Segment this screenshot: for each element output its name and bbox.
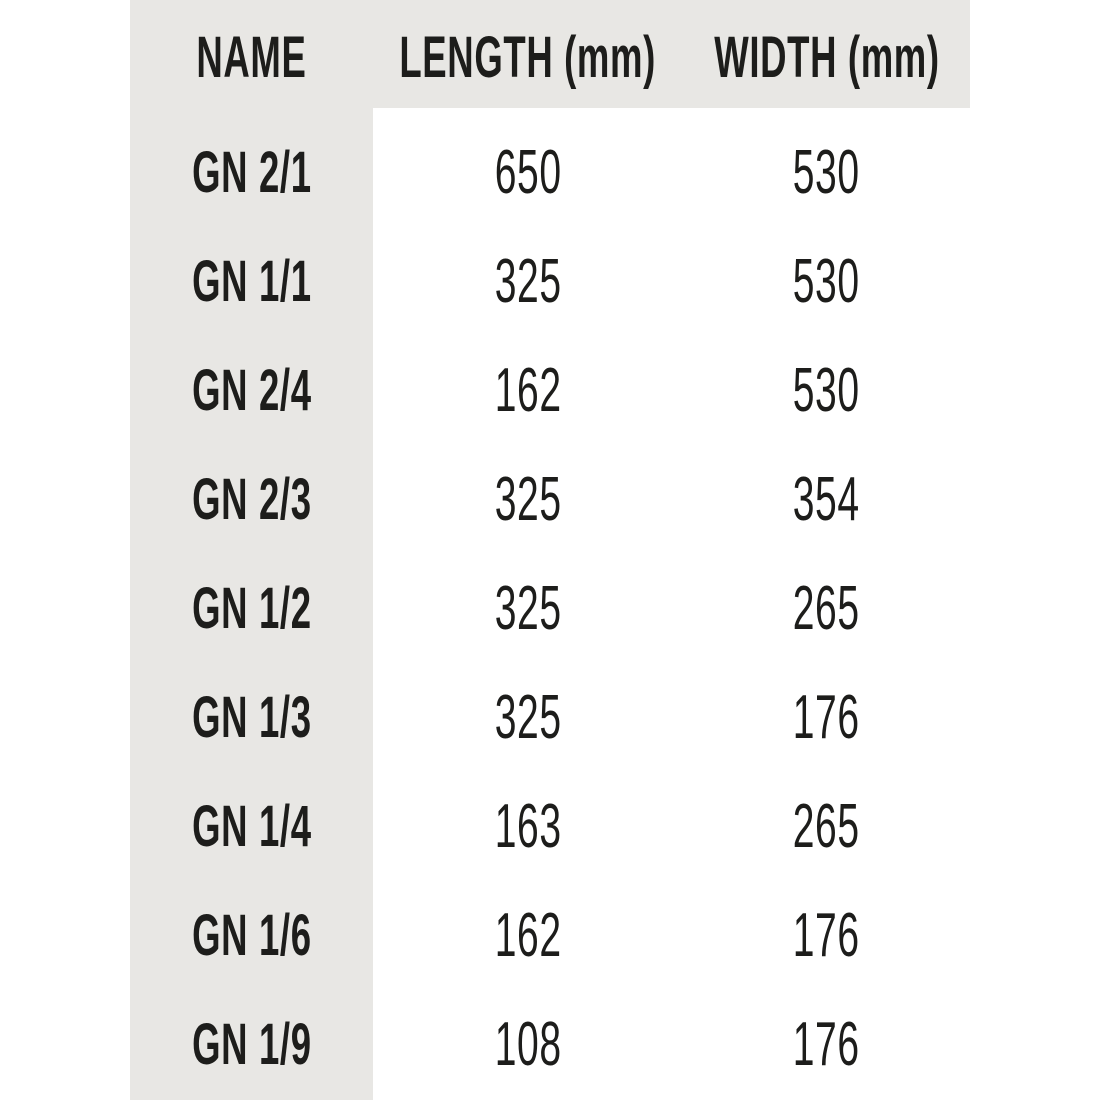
cell-name bbox=[130, 227, 373, 336]
row-length-value: 162 bbox=[494, 901, 562, 970]
row-length-value: 108 bbox=[494, 1010, 562, 1079]
cell-length bbox=[373, 336, 683, 445]
column-header-length bbox=[373, 6, 683, 108]
column-header-width bbox=[683, 6, 970, 108]
table-body bbox=[130, 118, 970, 1099]
cell-name bbox=[130, 336, 373, 445]
row-length-value: 325 bbox=[494, 247, 562, 316]
cell-width bbox=[683, 772, 970, 881]
table-row-gn-1-9 bbox=[130, 990, 970, 1099]
row-width-value: 530 bbox=[792, 138, 861, 207]
row-name-label: GN 1/6 bbox=[191, 903, 312, 968]
row-name-label: GN 1/4 bbox=[191, 794, 312, 859]
cell-width bbox=[683, 990, 970, 1099]
cell-name bbox=[130, 990, 373, 1099]
table-row-gn-2-1 bbox=[130, 118, 970, 227]
cell-name bbox=[130, 445, 373, 554]
cell-width bbox=[683, 663, 970, 772]
row-length-value: 325 bbox=[494, 683, 562, 752]
row-width-value: 176 bbox=[792, 683, 861, 752]
cell-width bbox=[683, 554, 970, 663]
cell-width bbox=[683, 118, 970, 227]
row-name-label: GN 1/1 bbox=[191, 249, 312, 314]
table-row-gn-1-4 bbox=[130, 772, 970, 881]
cell-length bbox=[373, 663, 683, 772]
row-width-value: 354 bbox=[792, 465, 861, 534]
size-table bbox=[130, 0, 970, 1100]
table-row-gn-1-6 bbox=[130, 881, 970, 990]
row-length-value: 325 bbox=[494, 574, 562, 643]
cell-length bbox=[373, 118, 683, 227]
row-width-value: 265 bbox=[792, 792, 861, 861]
row-name-label: GN 1/2 bbox=[191, 576, 312, 641]
row-width-value: 176 bbox=[792, 1010, 861, 1079]
column-header-length-label: LENGTH (mm) bbox=[399, 24, 657, 90]
row-name-label: GN 2/4 bbox=[191, 358, 312, 423]
cell-name bbox=[130, 554, 373, 663]
table-row-gn-1-1 bbox=[130, 227, 970, 336]
row-length-value: 163 bbox=[494, 792, 562, 861]
row-width-value: 530 bbox=[792, 247, 861, 316]
column-header-name-label: NAME bbox=[196, 24, 307, 90]
cell-name bbox=[130, 881, 373, 990]
table-row-gn-2-4 bbox=[130, 336, 970, 445]
table-row-gn-1-3 bbox=[130, 663, 970, 772]
cell-length bbox=[373, 881, 683, 990]
cell-name bbox=[130, 772, 373, 881]
column-header-width-label: WIDTH (mm) bbox=[713, 24, 940, 90]
row-name-label: GN 2/1 bbox=[191, 140, 312, 205]
cell-length bbox=[373, 445, 683, 554]
row-length-value: 325 bbox=[494, 465, 562, 534]
table-header-row bbox=[130, 0, 970, 108]
cell-length bbox=[373, 772, 683, 881]
cell-length bbox=[373, 227, 683, 336]
cell-width bbox=[683, 881, 970, 990]
row-width-value: 176 bbox=[792, 901, 861, 970]
cell-length bbox=[373, 990, 683, 1099]
row-name-label: GN 1/3 bbox=[191, 685, 312, 750]
cell-width bbox=[683, 227, 970, 336]
cell-length bbox=[373, 554, 683, 663]
table-row-gn-1-2 bbox=[130, 554, 970, 663]
cell-width bbox=[683, 445, 970, 554]
row-width-value: 265 bbox=[792, 574, 861, 643]
column-header-name bbox=[130, 6, 373, 108]
cell-name bbox=[130, 663, 373, 772]
row-name-label: GN 1/9 bbox=[191, 1012, 312, 1077]
cell-width bbox=[683, 336, 970, 445]
row-length-value: 650 bbox=[494, 138, 562, 207]
table-row-gn-2-3 bbox=[130, 445, 970, 554]
cell-name bbox=[130, 118, 373, 227]
row-name-label: GN 2/3 bbox=[191, 467, 312, 532]
row-length-value: 162 bbox=[494, 356, 562, 425]
row-width-value: 530 bbox=[792, 356, 861, 425]
